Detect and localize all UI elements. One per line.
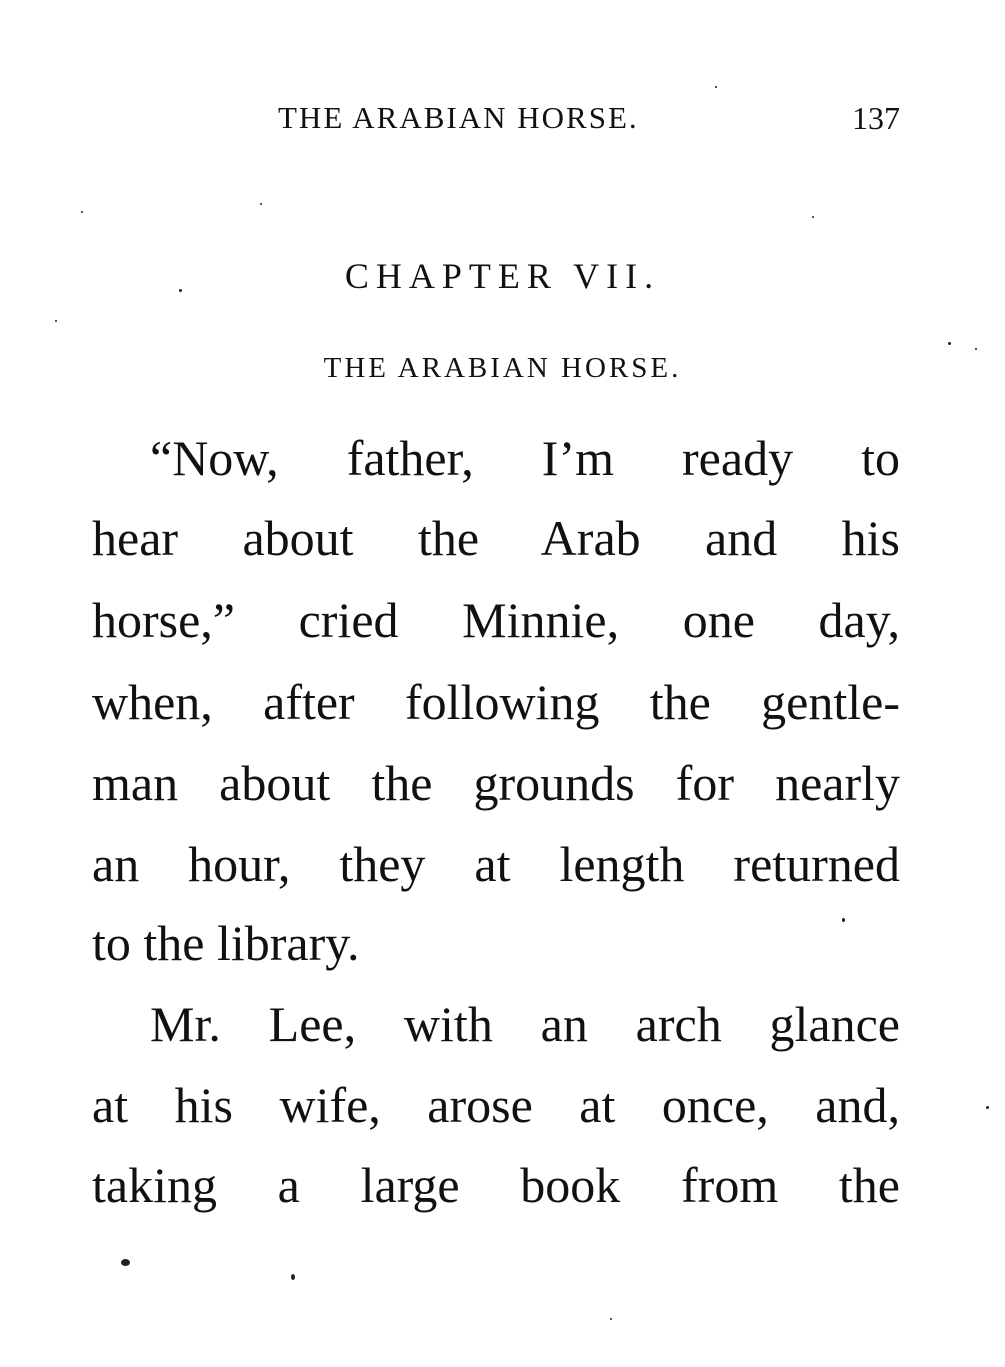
scan-speck (842, 918, 845, 922)
chapter-subtitle: THE ARABIAN HORSE. (323, 352, 682, 384)
text-line: taking a large book from the (92, 1157, 900, 1213)
chapter-heading: CHAPTER VII. (344, 256, 661, 296)
text-line: an hour, they at length returned (92, 836, 900, 892)
scan-speck (610, 1318, 612, 1320)
scan-speck (81, 211, 83, 213)
scan-speck (179, 289, 182, 292)
scan-speck (948, 342, 951, 345)
text-line: when, after following the gentle- (92, 674, 900, 730)
scan-speck (986, 1106, 989, 1109)
scan-speck (260, 203, 262, 205)
scan-speck (55, 320, 57, 322)
text-line: man about the grounds for nearly (92, 755, 900, 811)
text-line: at his wife, arose at once, and, (92, 1077, 900, 1133)
scan-speck (291, 1274, 295, 1280)
text-line: “Now, father, I’m ready to (150, 430, 900, 486)
text-line: hear about the Arab and his (92, 510, 900, 566)
text-line: horse,” cried Minnie, one day, (92, 592, 900, 648)
scan-speck (715, 86, 717, 88)
scan-speck (812, 216, 814, 218)
text-line: Mr. Lee, with an arch glance (150, 996, 900, 1052)
text-line: to the library. (92, 915, 360, 971)
page-number: 137 (852, 100, 900, 136)
scan-speck (975, 348, 977, 350)
running-title: THE ARABIAN HORSE. (278, 100, 639, 135)
running-head (0, 100, 1005, 144)
scan-speck (121, 1259, 130, 1266)
